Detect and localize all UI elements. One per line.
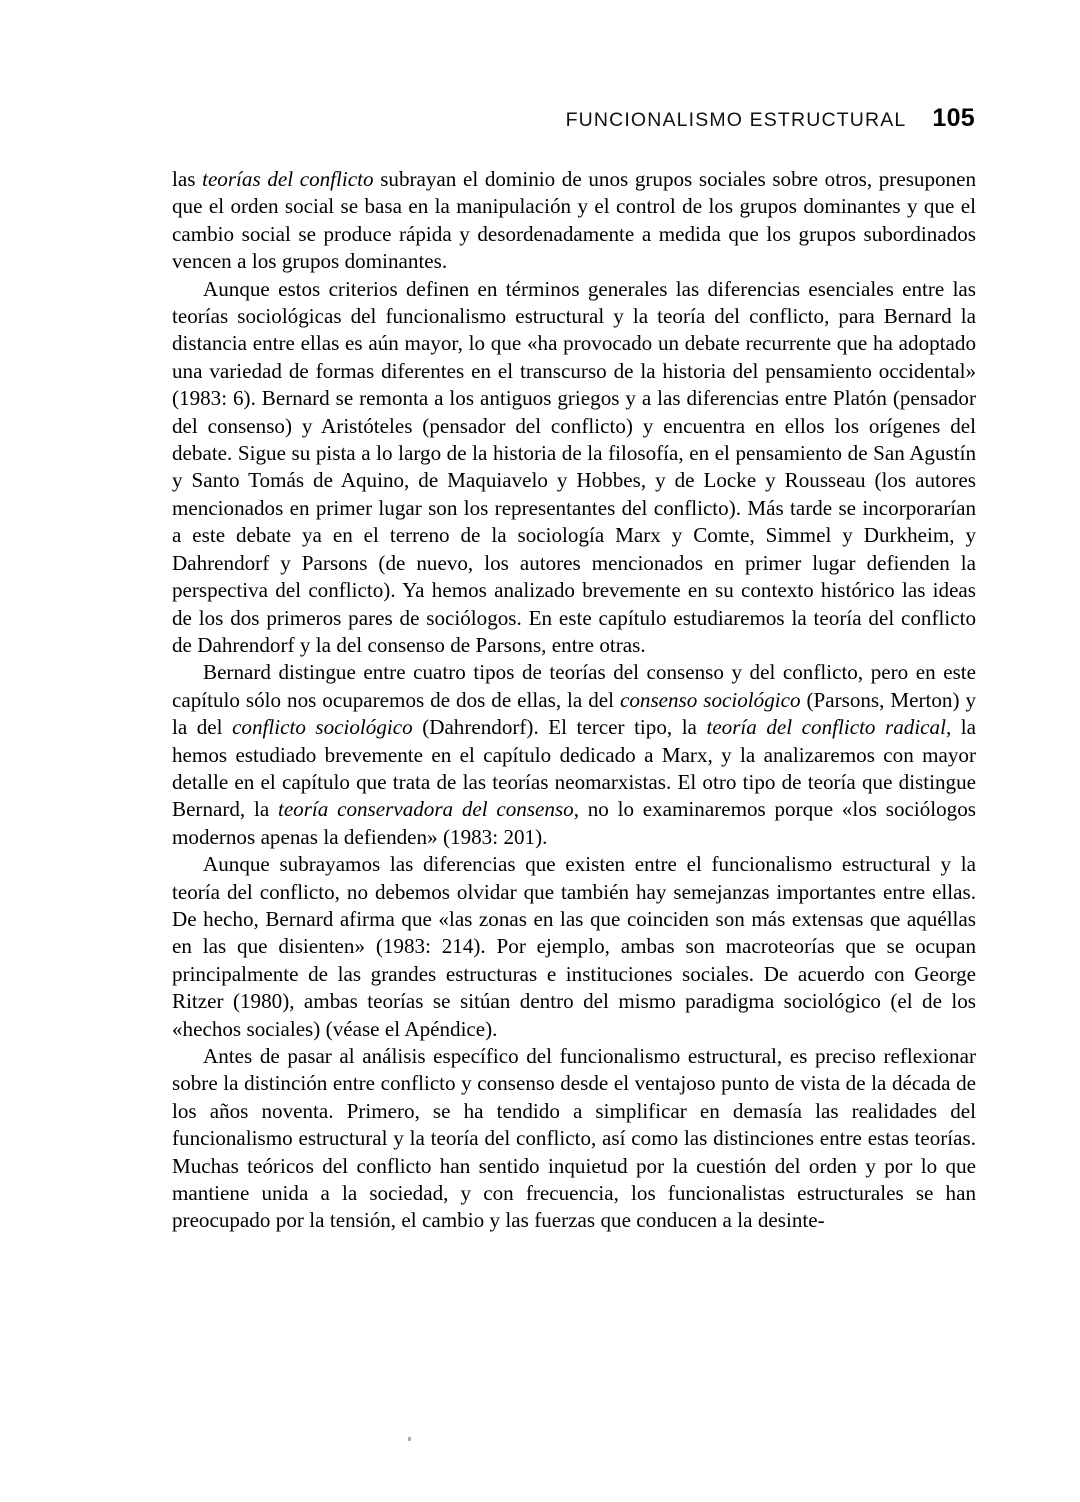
running-head-title: FUNCIONALISMO ESTRUCTURAL xyxy=(565,109,907,131)
italic-term: consenso sociológico xyxy=(619,687,801,712)
text-run: (Parsons, Merton) y la del xyxy=(172,687,977,740)
paragraph xyxy=(172,659,976,851)
paragraph xyxy=(172,1043,976,1235)
paragraph xyxy=(172,166,976,276)
text-run: subrayan el dominio de unos grupos sociales sobre otros, presuponen que el orden social se basa en la manipulación y el control de los grupos dominantes y que el cambio social se produce rápida y desordenadamente a medida que los grupos subordinados vencen a los grupos dominantes. xyxy=(172,167,976,274)
paragraph xyxy=(172,276,976,660)
running-head xyxy=(172,104,975,133)
scan-speck xyxy=(408,1437,411,1441)
text-run: las xyxy=(172,167,203,191)
italic-term: teoría conservadora del consenso xyxy=(277,797,574,822)
text-run: , la hemos estudiado brevemente en el capítulo dedicado a Marx, y la analizaremos con mayor detalle en el capítulo que trata de las teorías neomarxistas. El otro tipo de teoría que distingue Bernard, la xyxy=(172,715,976,822)
text-run: Bernard distingue entre cuatro tipos de teorías del consenso y del conflicto, pero en este capítulo sólo nos ocuparemos de dos de ellas, la del xyxy=(172,660,976,712)
text-run: (Dahrendorf). El tercer tipo, la xyxy=(412,715,707,740)
body-text-block xyxy=(172,166,976,1235)
paragraph xyxy=(172,851,976,1043)
italic-term: conflicto sociológico xyxy=(232,715,413,740)
italic-term: teoría del conflicto radical xyxy=(706,715,946,740)
text-run: Antes de pasar al análisis específico del funcionalismo estructural, es preciso reflexionar sobre la distinción entre conflicto y consenso desde el ventajoso punto de vista de la década de los años noventa. Primero, se ha tendido a simplificar en demasía las realidades del funcionalismo estructural y la teoría del conflicto, así como las distinciones entre estas teorías. Muchas teóricos del conflicto han sentido inquietud por la cuestión del orden y por lo que mantiene unida a la sociedad, y con frecuencia, los funcionalistas estructurales se han preocupado por la tensión, el cambio y las fuerzas que conducen a la desinte- xyxy=(172,1044,976,1233)
text-run: Aunque subrayamos las diferencias que existen entre el funcionalismo estructural y la teoría del conflicto, no debemos olvidar que también hay semejanzas importantes entre ellas. De hecho, Bernard afirma que «las zonas en las que coinciden son más extensas que aquéllas en las que disienten» (1983: 214). Por ejemplo, ambas son macroteorías que se ocupan principalmente de las grandes estructuras e instituciones sociales. De acuerdo con George Ritzer (1980), ambas teorías se sitúan dentro del mismo paradigma sociológico (el de los «hechos sociales) (véase el Apéndice). xyxy=(172,852,976,1041)
text-run: , no lo examinaremos porque «los sociólogos modernos apenas la defienden» (1983: 201). xyxy=(172,797,976,849)
italic-term: teorías del conflicto xyxy=(202,167,374,191)
text-run: Aunque estos criterios definen en términos generales las diferencias esenciales entre las teorías sociológicas del funcionalismo estructural y la teoría del conflicto, para Bernard la distancia entre ellas es aún mayor, lo que «ha provocado un debate recurrente que ha adoptado una variedad de formas diferentes en el transcurso de la historia del pensamiento occidental» (1983: 6). Bernard se remonta a los antiguos griegos y a las diferencias entre Platón (pensador del consenso) y Aristóteles (pensador del conflicto) y encuentra en ellos los orígenes del debate. Sigue su pista a lo largo de la historia de la filosofía, en el pensamiento de San Agustín y Santo Tomás de Aquino, de Maquiavelo y Hobbes, y de Locke y Rousseau (los autores mencionados en primer lugar son los representantes del conflicto). Más tarde se incorporarían a este debate ya en el terreno de la sociología Marx y Comte, Simmel y Durkheim, y Dahrendorf y Parsons (de nuevo, los autores mencionados en primer lugar defienden la perspectiva del conflicto). Ya hemos analizado brevemente en su contexto histórico las ideas de los dos primeros pares de sociólogos. En este capítulo estudiaremos la teoría del conflicto de Dahrendorf y la del consenso de Parsons, entre otras. xyxy=(172,276,976,657)
page-number: 105 xyxy=(932,104,975,132)
